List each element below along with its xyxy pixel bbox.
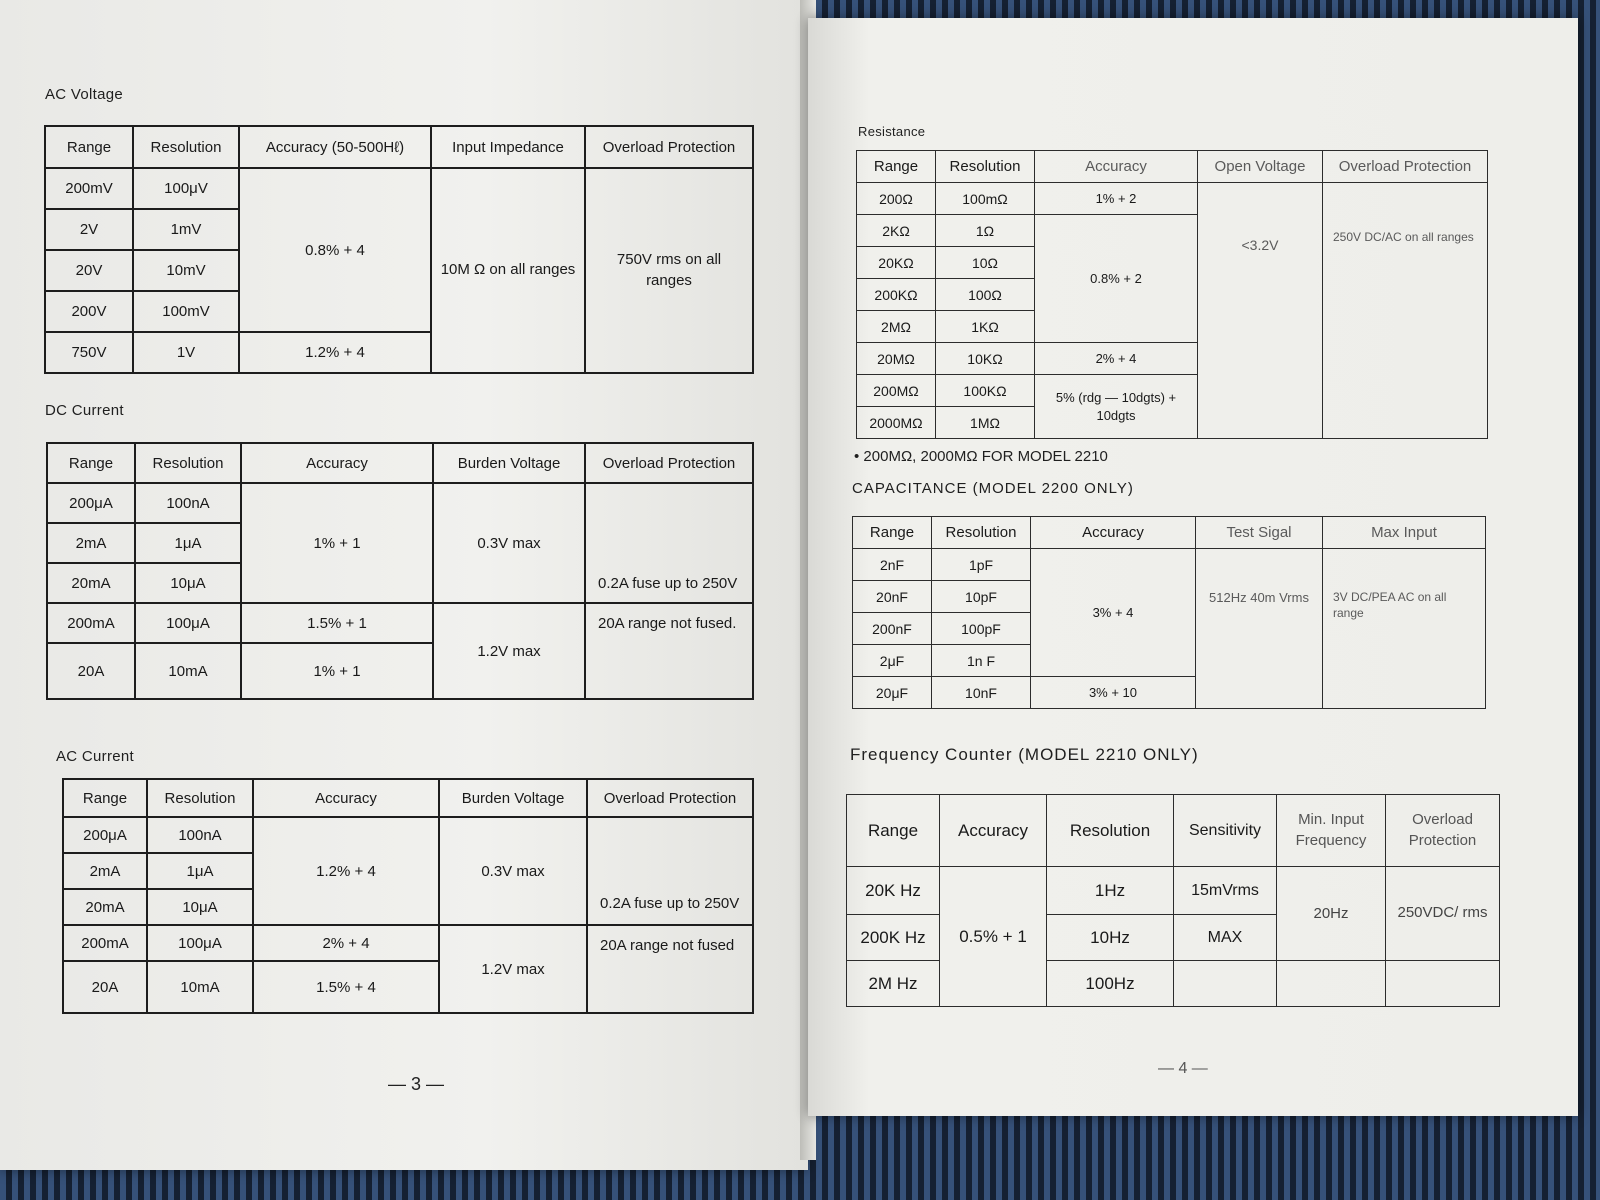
range-cell: 2000MΩ [857,407,936,439]
header-range: Range [847,795,940,867]
resolution-cell: 100nA [135,483,241,523]
range-cell: 750V [45,332,133,373]
overload-cell: 0.2A fuse up to 250V [585,483,753,603]
accuracy-cell: 5% (rdg — 10dgts) + 10dgts [1035,375,1198,439]
range-cell: 200mA [47,603,135,643]
overload-cell: 250VDC/ rms [1386,867,1500,961]
resolution-cell: 10pF [932,581,1031,613]
range-cell: 200K Hz [847,915,940,961]
burden-cell: 1.2V max [439,925,587,1013]
header-burden-voltage: Burden Voltage [439,779,587,817]
range-cell: 2MΩ [857,311,936,343]
accuracy-cell: 1.2% + 4 [239,332,431,373]
range-cell: 2mA [63,853,147,889]
frequency-table [846,794,1500,1007]
header-input-impedance: Input Impedance [431,126,585,168]
resolution-cell: 10KΩ [936,343,1035,375]
resolution-cell: 1MΩ [936,407,1035,439]
range-cell: 2nF [853,549,932,581]
header-range: Range [45,126,133,168]
range-cell: 20MΩ [857,343,936,375]
header-accuracy: Accuracy [940,795,1047,867]
resolution-cell: 10Ω [936,247,1035,279]
dc-current-table [46,442,754,700]
resolution-cell: 1V [133,332,239,373]
accuracy-cell: 1.5% + 1 [241,603,433,643]
resolution-cell: 1mV [133,209,239,250]
overload-cell: 0.2A fuse up to 250V [587,817,753,925]
right-page [808,18,1578,1116]
resolution-cell: 10mV [133,250,239,291]
burden-cell: 0.3V max [439,817,587,925]
min-frequency-cell: 20Hz [1277,867,1386,961]
max-input-cell: 3V DC/PEA AC on all range [1323,549,1486,709]
header-resolution: Resolution [147,779,253,817]
range-cell: 20V [45,250,133,291]
resolution-cell: 10μA [147,889,253,925]
range-cell: 200MΩ [857,375,936,407]
resolution-cell: 1μA [147,853,253,889]
header-resolution: Resolution [936,151,1035,183]
ac-voltage-title: AC Voltage [45,86,124,103]
test-signal-cell: 512Hz 40m Vrms [1196,549,1323,709]
empty-cell [1277,961,1386,1007]
accuracy-cell: 1% + 1 [241,643,433,699]
ac-current-table [62,778,754,1014]
accuracy-cell: 0.8% + 2 [1035,215,1198,343]
range-cell: 2M Hz [847,961,940,1007]
header-resolution: Resolution [133,126,239,168]
resolution-cell: 1μA [135,523,241,563]
range-cell: 20mA [47,563,135,603]
header-overload-protection: Overload Protection [585,126,753,168]
range-cell: 2V [45,209,133,250]
header-resolution: Resolution [1047,795,1174,867]
header-overload-protection: Overload Protection [1386,795,1500,867]
range-cell: 200μA [47,483,135,523]
accuracy-cell: 1% + 1 [241,483,433,603]
capacitance-title: CAPACITANCE (MODEL 2200 ONLY) [852,480,1134,497]
open-voltage-cell: <3.2V [1198,183,1323,439]
header-range: Range [853,517,932,549]
sensitivity-cell: 15mVrms [1174,867,1277,915]
overload-cell: 20A range not fused. [585,603,753,699]
range-cell: 20A [47,643,135,699]
resolution-cell: 1KΩ [936,311,1035,343]
page-number: — 4 — [1158,1060,1208,1077]
header-accuracy: Accuracy (50-500Hℓ) [239,126,431,168]
page-number: — 3 — [388,1074,445,1094]
accuracy-cell: 0.5% + 1 [940,867,1047,1007]
range-cell: 20A [63,961,147,1013]
resolution-cell: 10Hz [1047,915,1174,961]
header-resolution: Resolution [135,443,241,483]
resolution-cell: 100μA [135,603,241,643]
header-sensitivity: Sensitivity [1174,795,1277,867]
ac-current-title: AC Current [56,748,135,765]
overload-cell: 250V DC/AC on all ranges [1323,183,1488,439]
range-cell: 2KΩ [857,215,936,247]
range-cell: 20mA [63,889,147,925]
header-range: Range [47,443,135,483]
resolution-cell: 1n F [932,645,1031,677]
header-overload-protection: Overload Protection [585,443,753,483]
header-test-signal: Test Sigal [1196,517,1323,549]
resolution-cell: 100μV [133,168,239,209]
range-cell: 200μA [63,817,147,853]
range-cell: 200Ω [857,183,936,215]
frequency-title: Frequency Counter (MODEL 2210 ONLY) [850,745,1199,764]
ac-voltage-table [44,125,754,374]
header-accuracy: Accuracy [241,443,433,483]
accuracy-cell: 2% + 4 [1035,343,1198,375]
header-overload-protection: Overload Protection [587,779,753,817]
overload-cell: 20A range not fused [587,925,753,1013]
header-burden-voltage: Burden Voltage [433,443,585,483]
resistance-footnote: • 200MΩ, 2000MΩ FOR MODEL 2210 [854,448,1108,465]
range-cell: 200V [45,291,133,332]
header-range: Range [63,779,147,817]
range-cell: 20K Hz [847,867,940,915]
accuracy-cell: 1.2% + 4 [253,817,439,925]
range-cell: 2mA [47,523,135,563]
burden-cell: 1.2V max [433,603,585,699]
range-cell: 20nF [853,581,932,613]
resolution-cell: 100mΩ [936,183,1035,215]
resolution-cell: 10mA [147,961,253,1013]
accuracy-cell: 1% + 2 [1035,183,1198,215]
range-cell: 200KΩ [857,279,936,311]
resolution-cell: 100mV [133,291,239,332]
header-accuracy: Accuracy [1035,151,1198,183]
resolution-cell: 10nF [932,677,1031,709]
resistance-title: Resistance [858,124,926,139]
resolution-cell: 1Hz [1047,867,1174,915]
range-cell: 200mV [45,168,133,209]
range-cell: 200nF [853,613,932,645]
overload-cell: 750V rms on all ranges [585,168,753,373]
resolution-cell: 10μA [135,563,241,603]
accuracy-cell: 0.8% + 4 [239,168,431,332]
accuracy-cell: 1.5% + 4 [253,961,439,1013]
empty-cell [1174,961,1277,1007]
resolution-cell: 1pF [932,549,1031,581]
impedance-cell: 10M Ω on all ranges [431,168,585,373]
header-min-input-frequency: Min. Input Frequency [1277,795,1386,867]
sensitivity-cell: MAX [1174,915,1277,961]
resistance-table [856,150,1488,439]
header-open-voltage: Open Voltage [1198,151,1323,183]
resolution-cell: 100Ω [936,279,1035,311]
burden-cell: 0.3V max [433,483,585,603]
left-page [0,0,808,1170]
range-cell: 200mA [63,925,147,961]
header-range: Range [857,151,936,183]
accuracy-cell: 3% + 10 [1031,677,1196,709]
resolution-cell: 100nA [147,817,253,853]
header-accuracy: Accuracy [253,779,439,817]
capacitance-table [852,516,1486,709]
range-cell: 20KΩ [857,247,936,279]
resolution-cell: 100pF [932,613,1031,645]
accuracy-cell: 3% + 4 [1031,549,1196,677]
resolution-cell: 100Hz [1047,961,1174,1007]
resolution-cell: 1Ω [936,215,1035,247]
range-cell: 20μF [853,677,932,709]
resolution-cell: 100KΩ [936,375,1035,407]
empty-cell [1386,961,1500,1007]
header-max-input: Max Input [1323,517,1486,549]
header-resolution: Resolution [932,517,1031,549]
resolution-cell: 10mA [135,643,241,699]
header-overload-protection: Overload Protection [1323,151,1488,183]
range-cell: 2μF [853,645,932,677]
accuracy-cell: 2% + 4 [253,925,439,961]
header-accuracy: Accuracy [1031,517,1196,549]
dc-current-title: DC Current [45,402,124,419]
resolution-cell: 100μA [147,925,253,961]
